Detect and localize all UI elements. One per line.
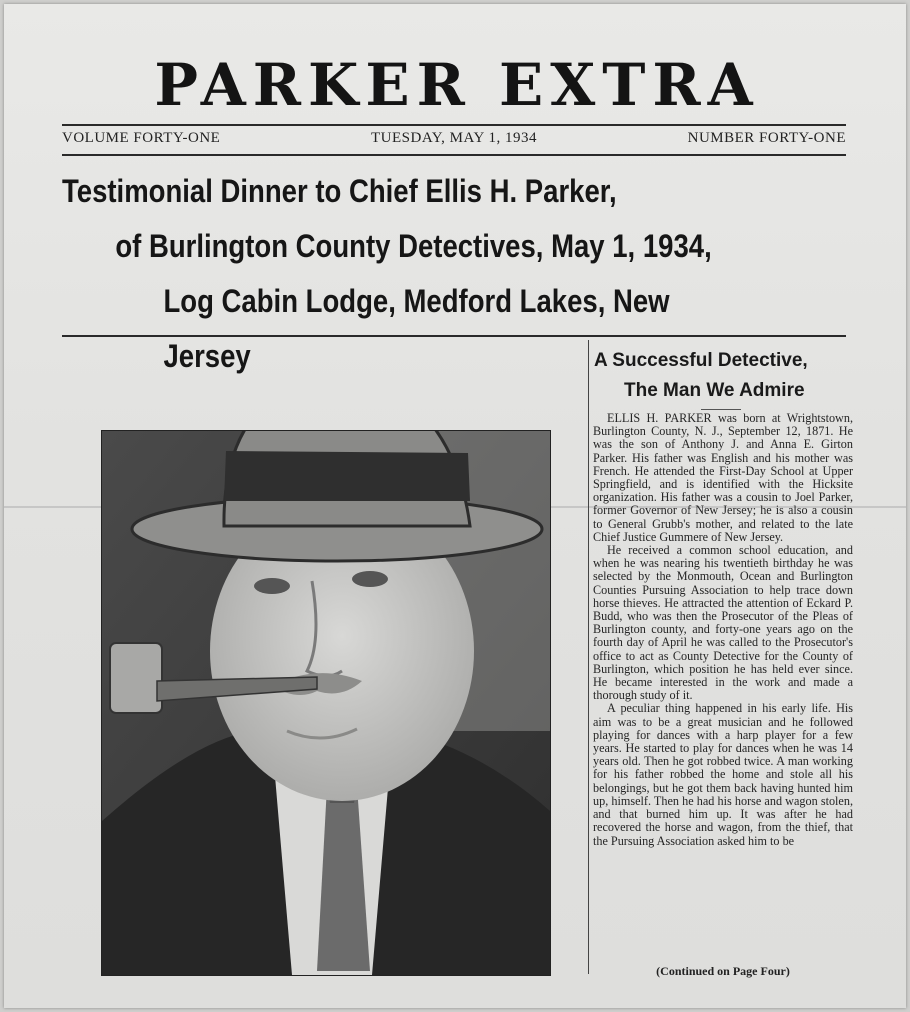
article-body [593,412,853,848]
volume-label: VOLUME FORTY-ONE [62,130,221,146]
issue-date: TUESDAY, MAY 1, 1934 [370,130,537,146]
column-rule [588,340,589,974]
article-heading-separator [701,409,741,410]
portrait-photo [101,430,551,976]
headline-line-3: Log Cabin Lodge, Medford Lakes, New Jersey [163,283,670,374]
article-heading [594,346,854,406]
headline-rule [62,335,846,337]
masthead-rule-bottom [62,154,846,156]
issue-number: NUMBER FORTY-ONE [687,130,846,146]
masthead-rule-top [62,124,846,126]
continued-note: (Continued on Page Four) [656,964,790,978]
headline-line-1: Testimonial Dinner to Chief Ellis H. Parker, [62,173,617,209]
article-paragraph: ELLIS H. PARKER was born at Wrightstown, Burlington County, N. J., September 12, 1871. He was the son of Anthony J. and Anna E. Girton Parker. His father was English and his mother was French. He attended the First-Day School at Upper Springfield, and is identified with the Hicksite organization. His father was a cousin to Joel Parker, former Governor of New Jersey; he is also a cousin to General Grubb's mother, and related to the late Chief Justice Gummere of New Jersey. [593,411,853,544]
portrait-illustration [102,431,550,975]
dateline [62,130,846,147]
article-paragraph: A peculiar thing happened in his early life. His aim was to be a great musician and he followed playing for dances with a harp player for a few years. He started to play for dances when he was 14 years old. Then he got robbed twice. A man working for his father robbed the home and stole all his belongings, but he got them back having hunted him up, himself. Then he had his horse and wagon stolen, and that burned him up. It was after he had recovered the horse and wagon, from the thief, that the Pursuing Association asked him to be [593,701,853,848]
headline-line-2: of Burlington County Detectives, May 1, 1934, [115,228,712,264]
masthead-title: PARKER EXTRA [154,51,760,119]
article-paragraph: He received a common school education, and when he was nearing his twentieth birthday he was selected by the Monmouth, Ocean and Burlington Counties Pursuing Association to help trace down horse thieves. He attracted the attention of Eckard P. Budd, who was then the Prosecutor of the Pleas of Burlington county, and forty-one years ago on the fourth day of April he was called to the Prosecutor's office to act as County Detective for the County of Burlington, which position he has held ever since. He became interested in the work and made a thorough study of it. [593,543,853,703]
article-heading-line-2: The Man We Admire [624,380,805,401]
newspaper-page [4,4,906,1008]
article-heading-line-1: A Successful Detective, [594,350,808,371]
